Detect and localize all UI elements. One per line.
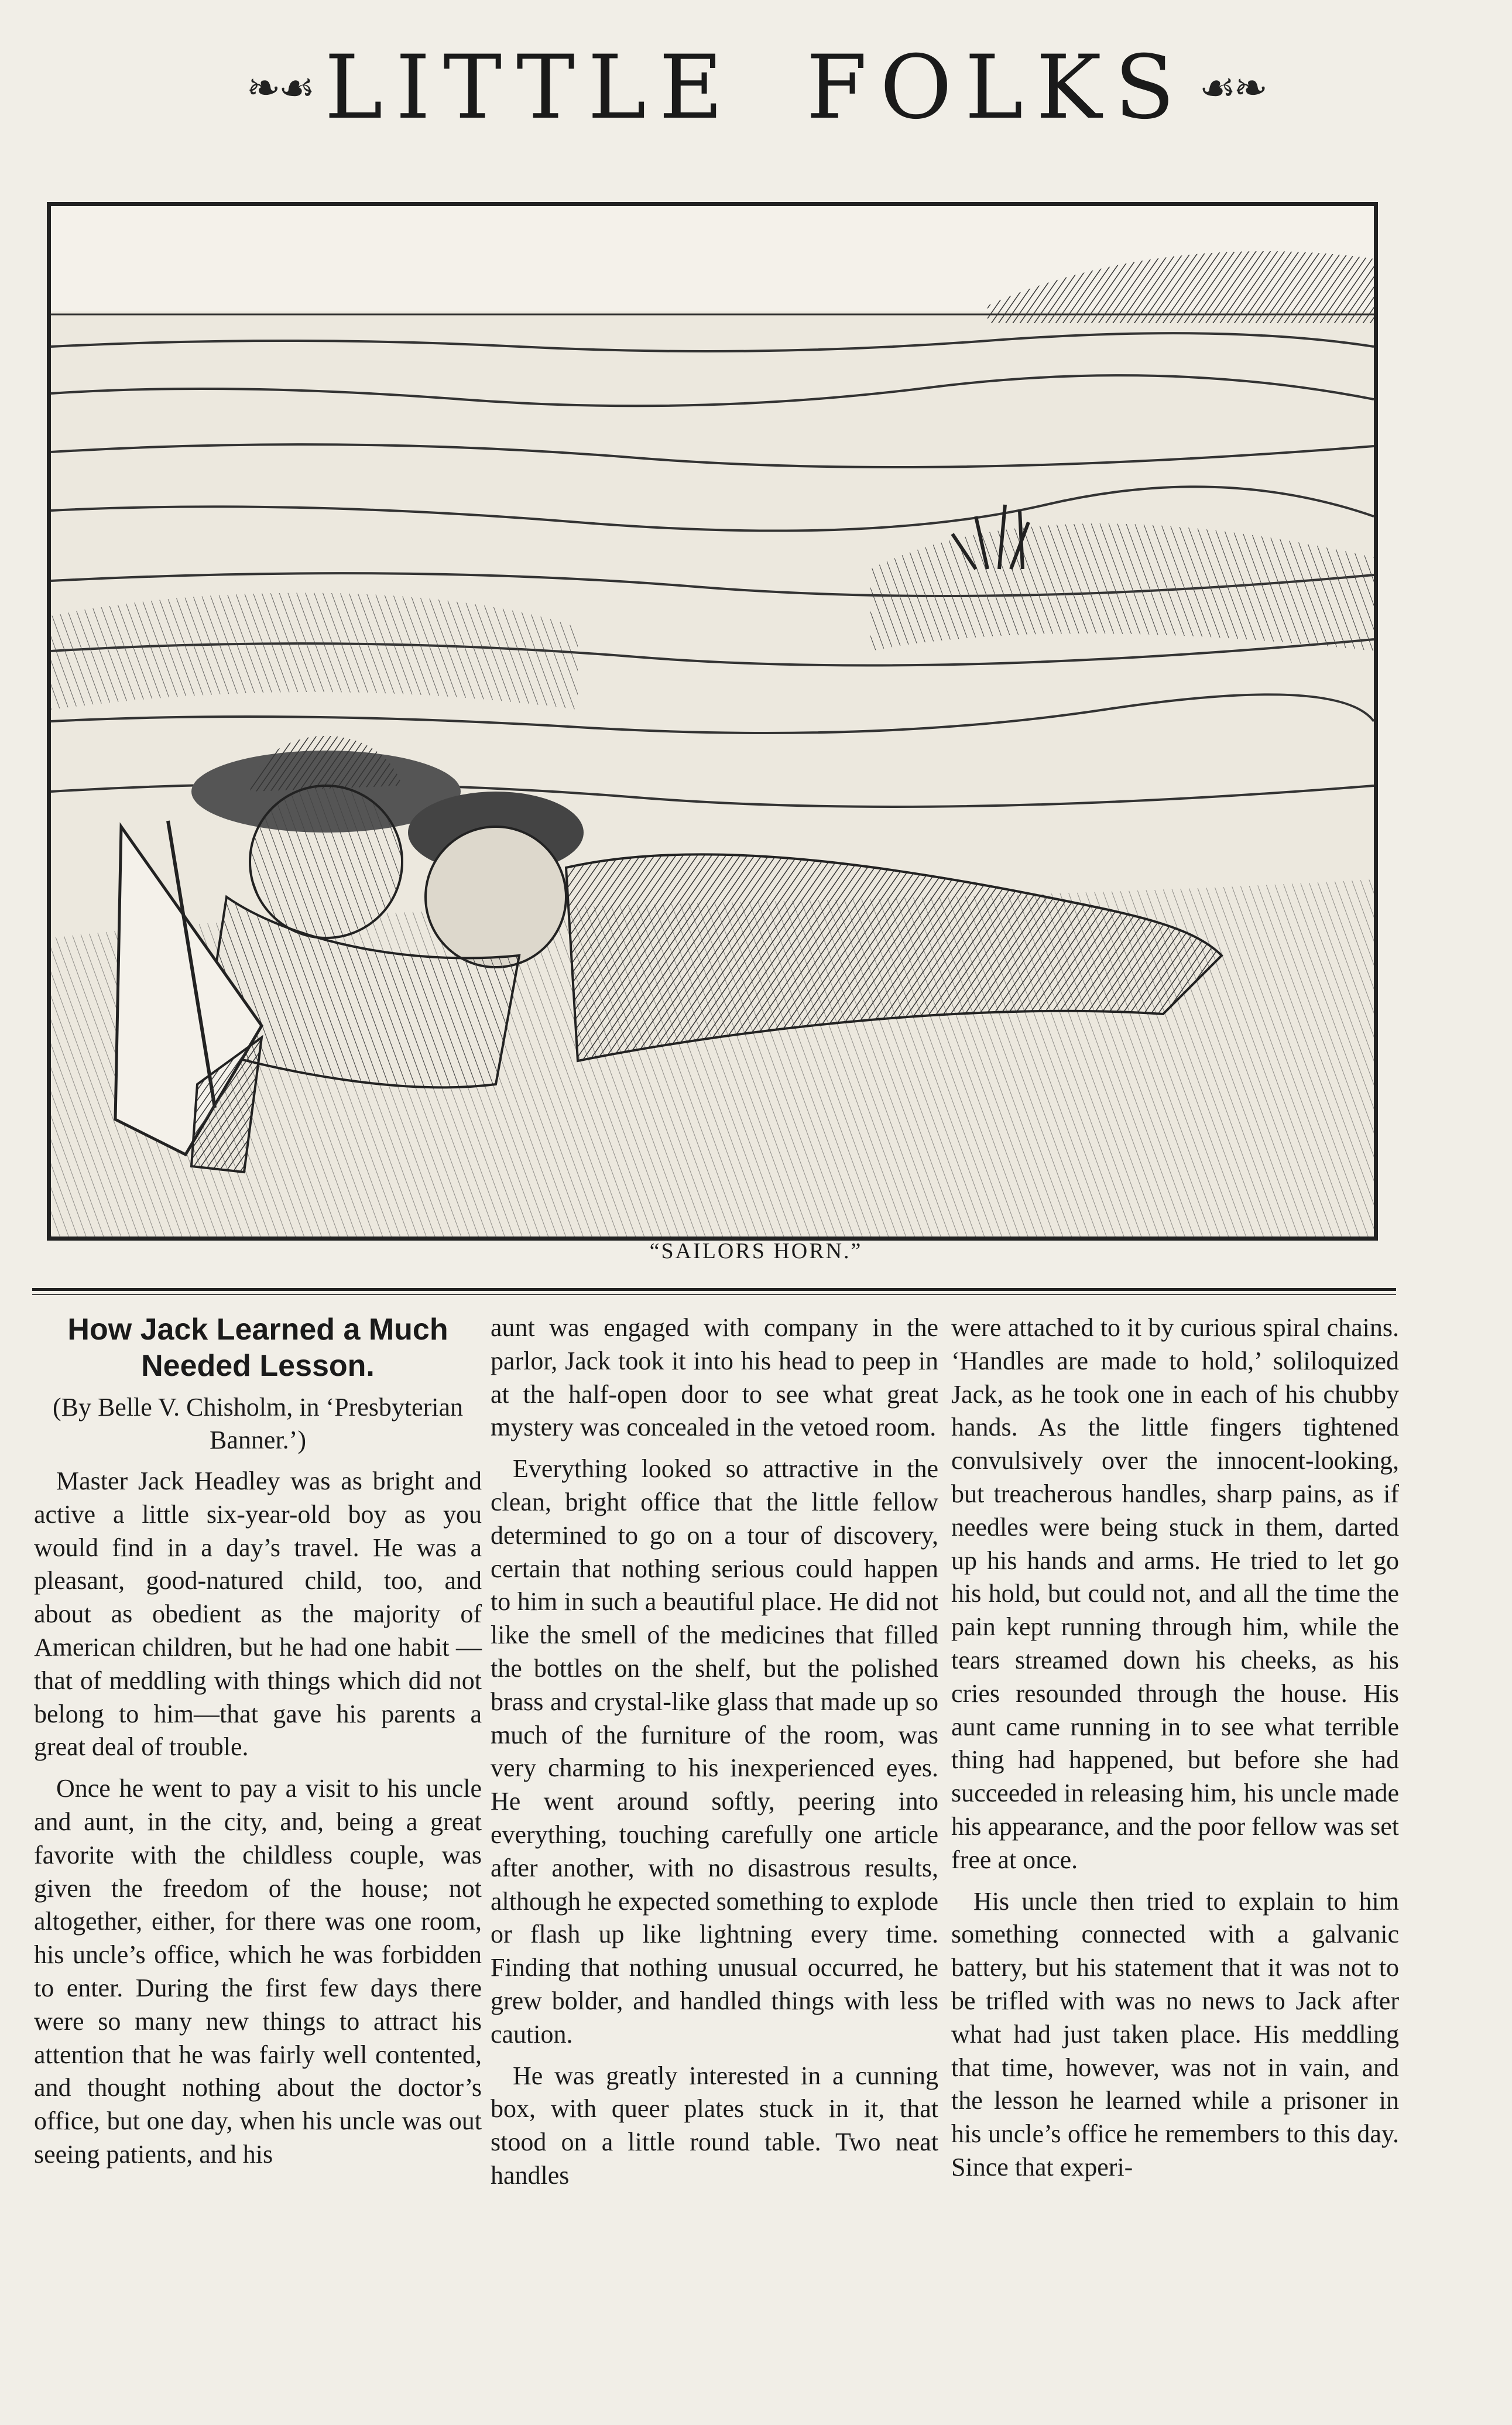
paragraph: Everything looked so attractive in the clean, bright office that the little fellow determined to go on a tour of discovery, certain that nothing serious could happen to him in such a beautiful place. He did not like the smell of the medicines that filled the bottles on the shelf, but the polished brass and crystal-like glass that made up so much of the furniture of the room, was very charming to his inexperienced eyes. He went around softly, peering into everything, touching carefully one article after another, with no disastrous results, although he expected something to explode or flash up like lightning every time. Finding that nothing unusual occurred, he grew bolder, and handled things with less caution. [491,1454,938,2049]
section-divider-thick [32,1288,1396,1291]
article-byline: (By Belle V. Chisholm, in ‘Presbyterian Banner.’) [52,1393,464,1454]
engraving-two-boys-on-beach [47,202,1378,1241]
article-column-3 [951,1311,1399,2193]
article-title: How Jack Learned a Much Needed Lesson. [67,1313,448,1383]
illustration-caption: “SAILORS HORN.” [649,1239,863,1263]
paragraph: Once he went to pay a visit to his uncle and aunt, in the city, and, being a great favorite with the childless couple, was given the freedom of the house; not altogether, either, for there was one room, his uncle’s office, which he was forbidden to enter. During the first few days there were so many new things to attract his attention that he was fairly well contented, and thought nothing about the doctor’s office, but one day, when his uncle was out seeing patients, and his [34,1774,482,2169]
paragraph: Master Jack Headley was as bright and active a little six-year-old boy as you would find in a day’s travel. He was a pleasant, good-natured child, too, and about as obedient as the majority of American children, but he had one habit —that of meddling with things which did not belong to him—that gave his parents a great deal of trouble. [34,1467,482,1762]
paragraph-continued: aunt was engaged with company in the parlor, Jack took it into his head to peep in at the half-open door to see what great mystery was concealed in the vetoed room. [491,1313,938,1442]
masthead-title [324,37,1187,139]
paragraph-continued: were attached to it by curious spiral chains. ‘Handles are made to hold,’ soliloquized Jack, as he took one in each of his chubby hands. As the little fingers tightened convulsively over the innocent-looking, but treacherous handles, sharp pains, as if needles were being stuck in them, darted up his hands and arms. He tried to let go his hold, but could not, and all the time the pain kept running through him, while the tears streamed down his cheeks, as his cries resounded through the house. His aunt came running in to see what terrible thing had happened, but before she had succeeded in releasing him, his uncle made his appearance, and the poor fellow was set free at once. [951,1313,1399,1874]
masthead-word-little: LITTLE [324,37,736,139]
ornament-left-icon: ❧☙ [246,64,313,112]
masthead [0,35,1512,141]
masthead-word-folks: FOLKS [806,37,1188,139]
beach-scene-illustration [51,206,1374,1237]
article-column-2 [491,1311,938,2201]
ornament-right-icon: ☙❧ [1199,64,1266,112]
paragraph: His uncle then tried to explain to him something connected with a galvanic battery, but his statement that it was not to be trifled with was no news to Jack after what had just taken place. His meddling that time, however, was not in vain, and the lesson he learned while a prisoner in his uncle’s office he remembers to this day. Since that experi- [951,1886,1399,2181]
article-column-1 [34,1311,482,2180]
paragraph: He was greatly interested in a cunning box, with queer plates stuck in it, that stood on a little round table. Two neat handles [491,2061,938,2190]
section-divider-thin [32,1294,1396,1295]
